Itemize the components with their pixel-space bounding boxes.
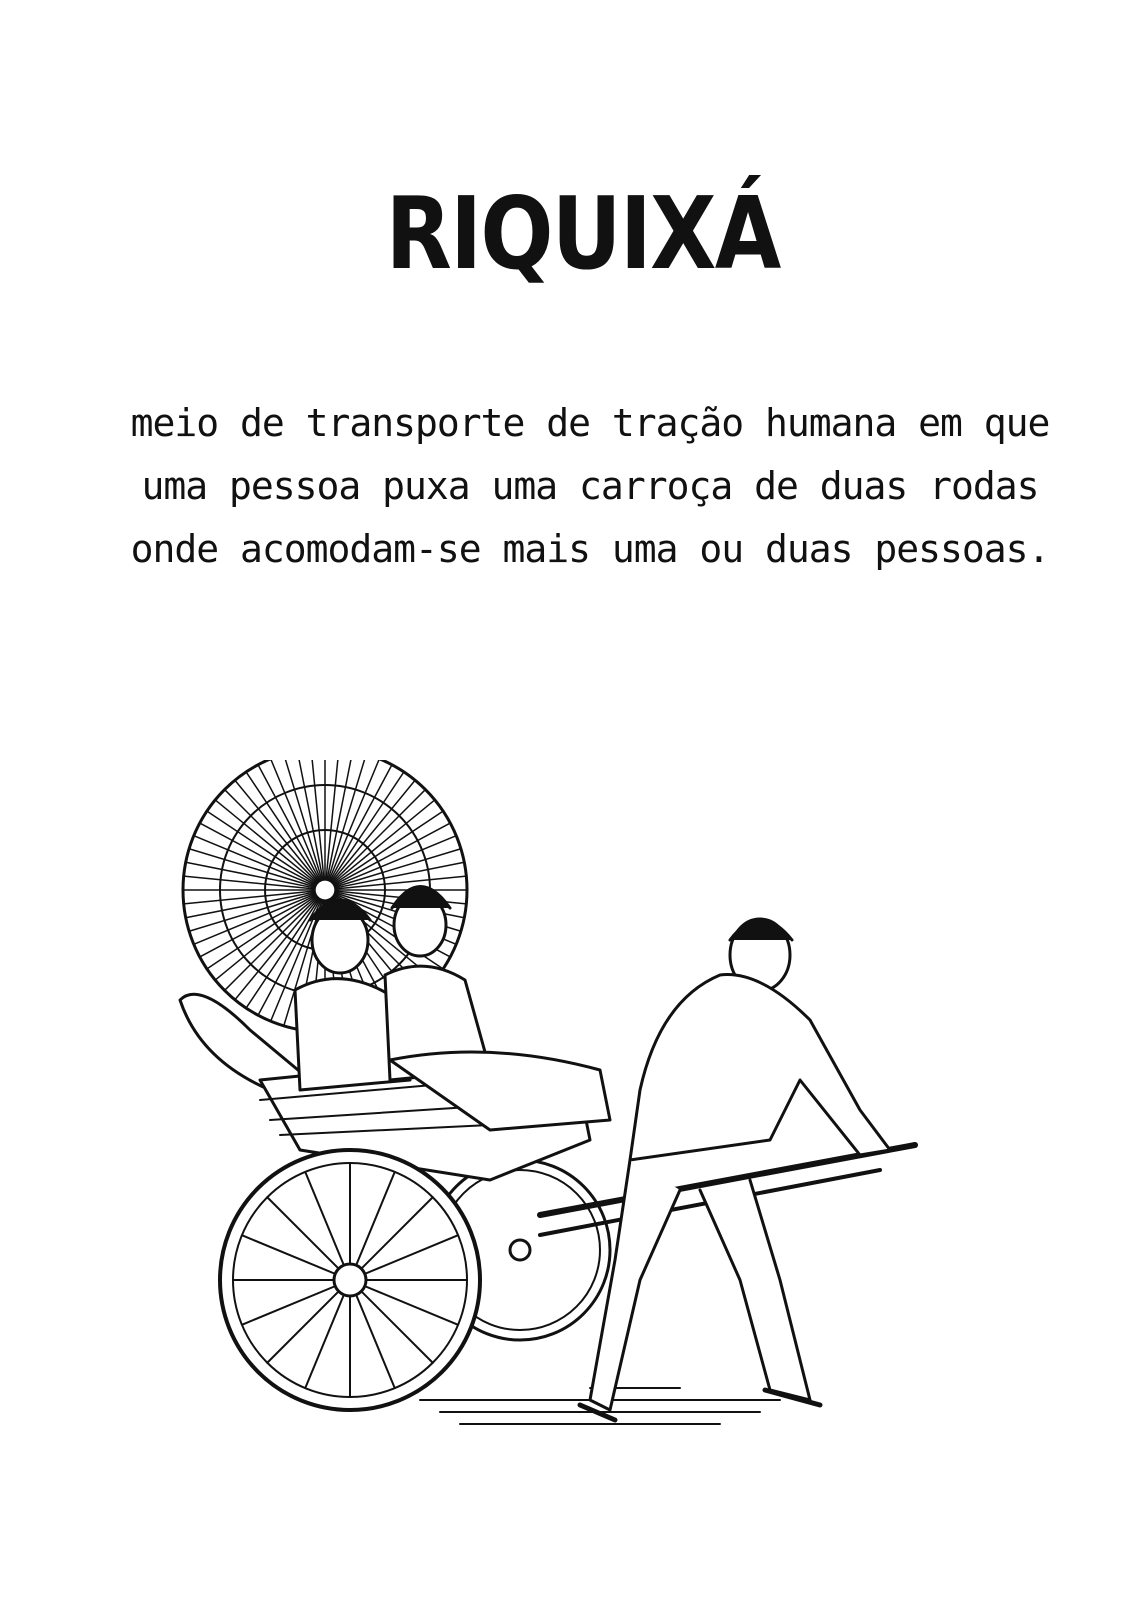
definition-line: onde acomodam-se mais uma ou duas pessoas. [130,527,1050,571]
definition-text [100,392,1080,581]
page-title: RIQUIXÁ [385,175,780,292]
definition-line: uma pessoa puxa uma carroça de duas rodas [141,464,1039,508]
definition-line: meio de transporte de tração humana em que [130,401,1050,445]
puller-icon [580,919,890,1420]
front-wheel-icon [220,1150,480,1410]
rickshaw-illustration [160,760,940,1460]
